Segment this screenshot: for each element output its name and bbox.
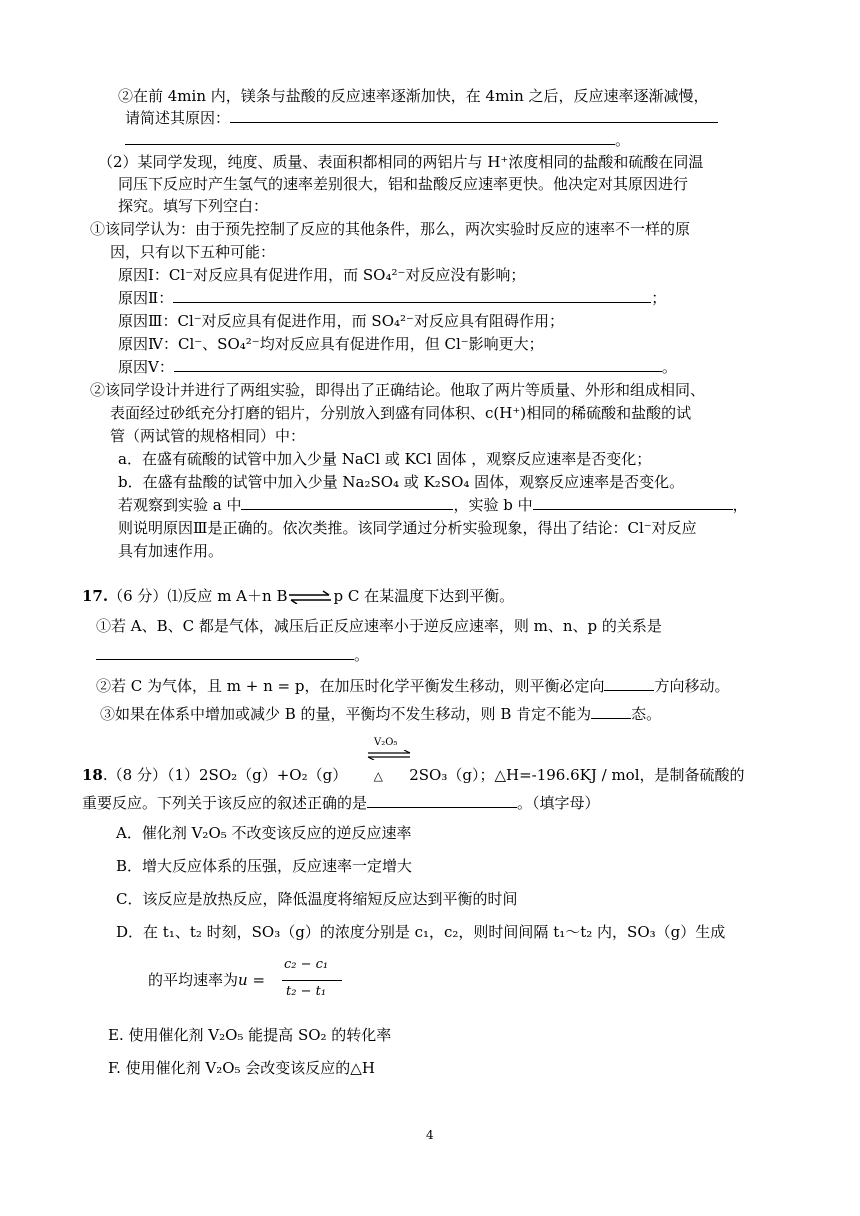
option-a: A．催化剂 V₂O₅ 不改变该反应的逆反应速率 — [116, 824, 412, 842]
answer-blank[interactable] — [591, 704, 631, 719]
option-f: F. 使用催化剂 V₂O₅ 会改变该反应的△H — [108, 1059, 375, 1077]
observation-line: 若观察到实验 a 中 ，实验 b 中 ， — [118, 496, 748, 514]
answer-blank[interactable] — [230, 108, 718, 123]
answer-blank[interactable] — [173, 288, 651, 303]
q17-sub-2: ②若 C 为气体，且 m + n = p，在加压时化学平衡发生移动，则平衡必定向 方向移动。 — [96, 677, 730, 695]
answer-blank[interactable] — [604, 676, 654, 691]
heat-symbol: △ — [373, 769, 383, 783]
option-d: D．在 t₁、t₂ 时刻，SO₃（g）的浓度分别是 c₁，c₂，则时间间隔 t₁～t₂ 内，SO₃（g）生成 — [116, 923, 726, 941]
exam-page: ②在前 4min 内，镁条与盐酸的反应速率逐渐加快，在 4min 之后，反应速率逐渐减慢， 请简述其原因： 。 （2）某同学发现，纯度、质量、表面积都相同的两铝片与 H⁺浓度相同的盐酸和硫酸在同温 同压下反应时产生氢气的速率差别很大，铝和盐酸反应速率更快。他决定对其原因进行 探究。填写下列空白： ①该同学认为：由于预先控制了反应的其他条件，那么，两次实验时反应的速率不一样的原 因，只有以下五种可能： 原因Ⅰ：Cl⁻对反应具有促进作用，而 SO₄²⁻对反应没有影响； 原因Ⅱ： ； 原因Ⅲ：Cl⁻对反应具有促进作用，而 SO₄²⁻对反应具有阻碍作用； 原因Ⅳ：Cl⁻、SO₄²⁻均对反应具有促进作用，但 Cl⁻影响更大； 原因Ⅴ： 。 ②该同学设计并进行了两组实验，即得出了正确结论。他取了两片等质量、外形和组成相同、 表面经过砂纸充分打磨的铝片，分别放入到盛有同体积、c(H⁺)相同的稀硫酸和盐酸的试 管（两试管的规格相同）中： a．在盛有硫酸的试管中加入少量 NaCl 或 KCl 固体 ，观察反应速率是否变化； b．在盛有盐酸的试管中加入少量 Na₂SO₄ 或 K₂SO₄ 固体，观察反应速率是否变化。 若观察到实验 a 中 ，实验 b 中 ， 则说明原因Ⅲ是正确的。依次类推。该同学通过分析实验现象，得出了结论：Cl⁻对反应 具有加速作用。 17.（6 分）⑴反应 m A＋n B p C 在某温度下达到平衡。 ①若 A、B、C 都是气体，减压后正反应速率小于逆反应速率，则 m、n、p 的关系是 。 ②若 C 为气体，且 m + n = p，在加压时化学平衡发生移动，则平衡必定向 方向移动。 ③如果在体系中增加或减少 B 的量，平衡均不发生移动，则 B 肯定不能为 态。 V₂O₅ 18.（8 分）（1）2SO₂（g）+O₂（g） △ 2SO₃（g）；△H=-196.6KJ / mol，是制备硫酸的 重要反应。下列关于该反应的叙述正确的是 。（填字母） A．催化剂 V₂O₅ 不改变该反应的逆反应速率 B．增大反应体系的压强，反应速率一定增大 C．该反应是放热反应，降低温度将缩短反应达到平衡的时间 D．在 t₁、t₂ 时刻，SO₃（g）的浓度分别是 c₁，c₂，则时间间隔 t₁～t₂ 内，SO₃（g）生成 的平均速率为u = c₂ − c₁ t₂ − t₁ E. 使用催化剂 V₂O₅ 能提高 SO₂ 的转化率 F. 使用催化剂 V₂O₅ 会改变该反应的△H 4 — [82, 87, 748, 1142]
reason-1: 原因Ⅰ：Cl⁻对反应具有促进作用，而 SO₄²⁻对反应没有影响； — [118, 266, 526, 284]
experiment-b: b．在盛有盐酸的试管中加入少量 Na₂SO₄ 或 K₂SO₄ 固体，观察反应速率是否变化。 — [118, 473, 685, 491]
q16-part2-line: 探究。填写下列空白： — [118, 197, 269, 215]
answer-blank[interactable] — [174, 357, 662, 372]
q16-part2-line: 则说明原因Ⅲ是正确的。依次类推。该同学通过分析实验现象，得出了结论：Cl⁻对反应 — [118, 519, 697, 537]
page-number: 4 — [426, 1128, 434, 1142]
reason-3: 原因Ⅲ：Cl⁻对反应具有促进作用，而 SO₄²⁻对反应具有阻碍作用； — [118, 312, 564, 330]
answer-blank[interactable] — [125, 130, 615, 145]
q16-part2-line: ①该同学认为：由于预先控制了反应的其他条件，那么，两次实验时反应的速率不一样的原 — [90, 220, 691, 238]
q16-part2-line: 具有加速作用。 — [118, 542, 224, 560]
q16-reason-prompt: 请简述其原因： — [125, 108, 718, 128]
fraction-bar — [282, 980, 342, 981]
reason-2: 原因Ⅱ： ； — [118, 289, 667, 307]
q17-heading: 17.（6 分）⑴反应 m A＋n B p C 在某温度下达到平衡。 — [82, 587, 515, 605]
q16-reason-question: ②在前 4min 内，镁条与盐酸的反应速率逐渐加快，在 4min 之后，反应速率逐渐减慢， — [118, 87, 709, 105]
option-c: C．该反应是放热反应，降低温度将缩短反应达到平衡的时间 — [116, 890, 518, 908]
q17-sub-3: ③如果在体系中增加或减少 B 的量，平衡均不发生移动，则 B 肯定不能为 态。 — [100, 705, 662, 723]
reason-5: 原因Ⅴ： 。 — [118, 358, 677, 376]
q16-part2-line: 管（两试管的规格相同）中： — [110, 427, 306, 445]
equilibrium-arrow-icon — [366, 750, 412, 760]
q16-part2-line: 表面经过砂纸充分打磨的铝片，分别放入到盛有同体积、c(H⁺)相同的稀硫酸和盐酸的试 — [110, 404, 692, 422]
catalyst-label: V₂O₅ — [374, 737, 398, 748]
q16-part2-line: 同压下反应时产生氢气的速率差别很大，铝和盐酸反应速率更快。他决定对其原因进行 — [118, 175, 689, 193]
q16-part2-line: ②该同学设计并进行了两组实验，即得出了正确结论。他取了两片等质量、外形和组成相同、 — [90, 381, 706, 399]
fraction-denominator: t₂ − t₁ — [286, 984, 327, 999]
answer-blank[interactable] — [367, 793, 517, 808]
option-d-rate: 的平均速率为u = — [148, 971, 266, 989]
q18-heading: 18.（8 分）（1）2SO₂（g）+O₂（g） △ 2SO₃（g）；△H=-196.6KJ / mol，是制备硫酸的 — [82, 766, 745, 784]
option-b: B．增大反应体系的压强，反应速率一定增大 — [116, 857, 413, 875]
answer-blank[interactable] — [96, 645, 354, 660]
equilibrium-arrow-icon — [287, 590, 333, 604]
answer-blank[interactable] — [533, 495, 733, 510]
q17-sub-1: ①若 A、B、C 都是气体，减压后正反应速率小于逆反应速率，则 m、n、p 的关系是 — [96, 617, 662, 635]
answer-blank[interactable] — [241, 495, 453, 510]
option-e: E. 使用催化剂 V₂O₅ 能提高 SO₂ 的转化率 — [108, 1026, 392, 1044]
fraction-numerator: c₂ − c₁ — [284, 957, 329, 972]
q16-part2-line: 因，只有以下五种可能： — [110, 243, 276, 261]
q18-prompt: 重要反应。下列关于该反应的叙述正确的是 。（填字母） — [82, 794, 600, 812]
reason-4: 原因Ⅳ：Cl⁻、SO₄²⁻均对反应具有促进作用，但 Cl⁻影响更大； — [118, 335, 544, 353]
q16-part2-line: （2）某同学发现，纯度、质量、表面积都相同的两铝片与 H⁺浓度相同的盐酸和硫酸在同温 — [98, 153, 704, 171]
experiment-a: a．在盛有硫酸的试管中加入少量 NaCl 或 KCl 固体 ，观察反应速率是否变化； — [118, 450, 652, 468]
